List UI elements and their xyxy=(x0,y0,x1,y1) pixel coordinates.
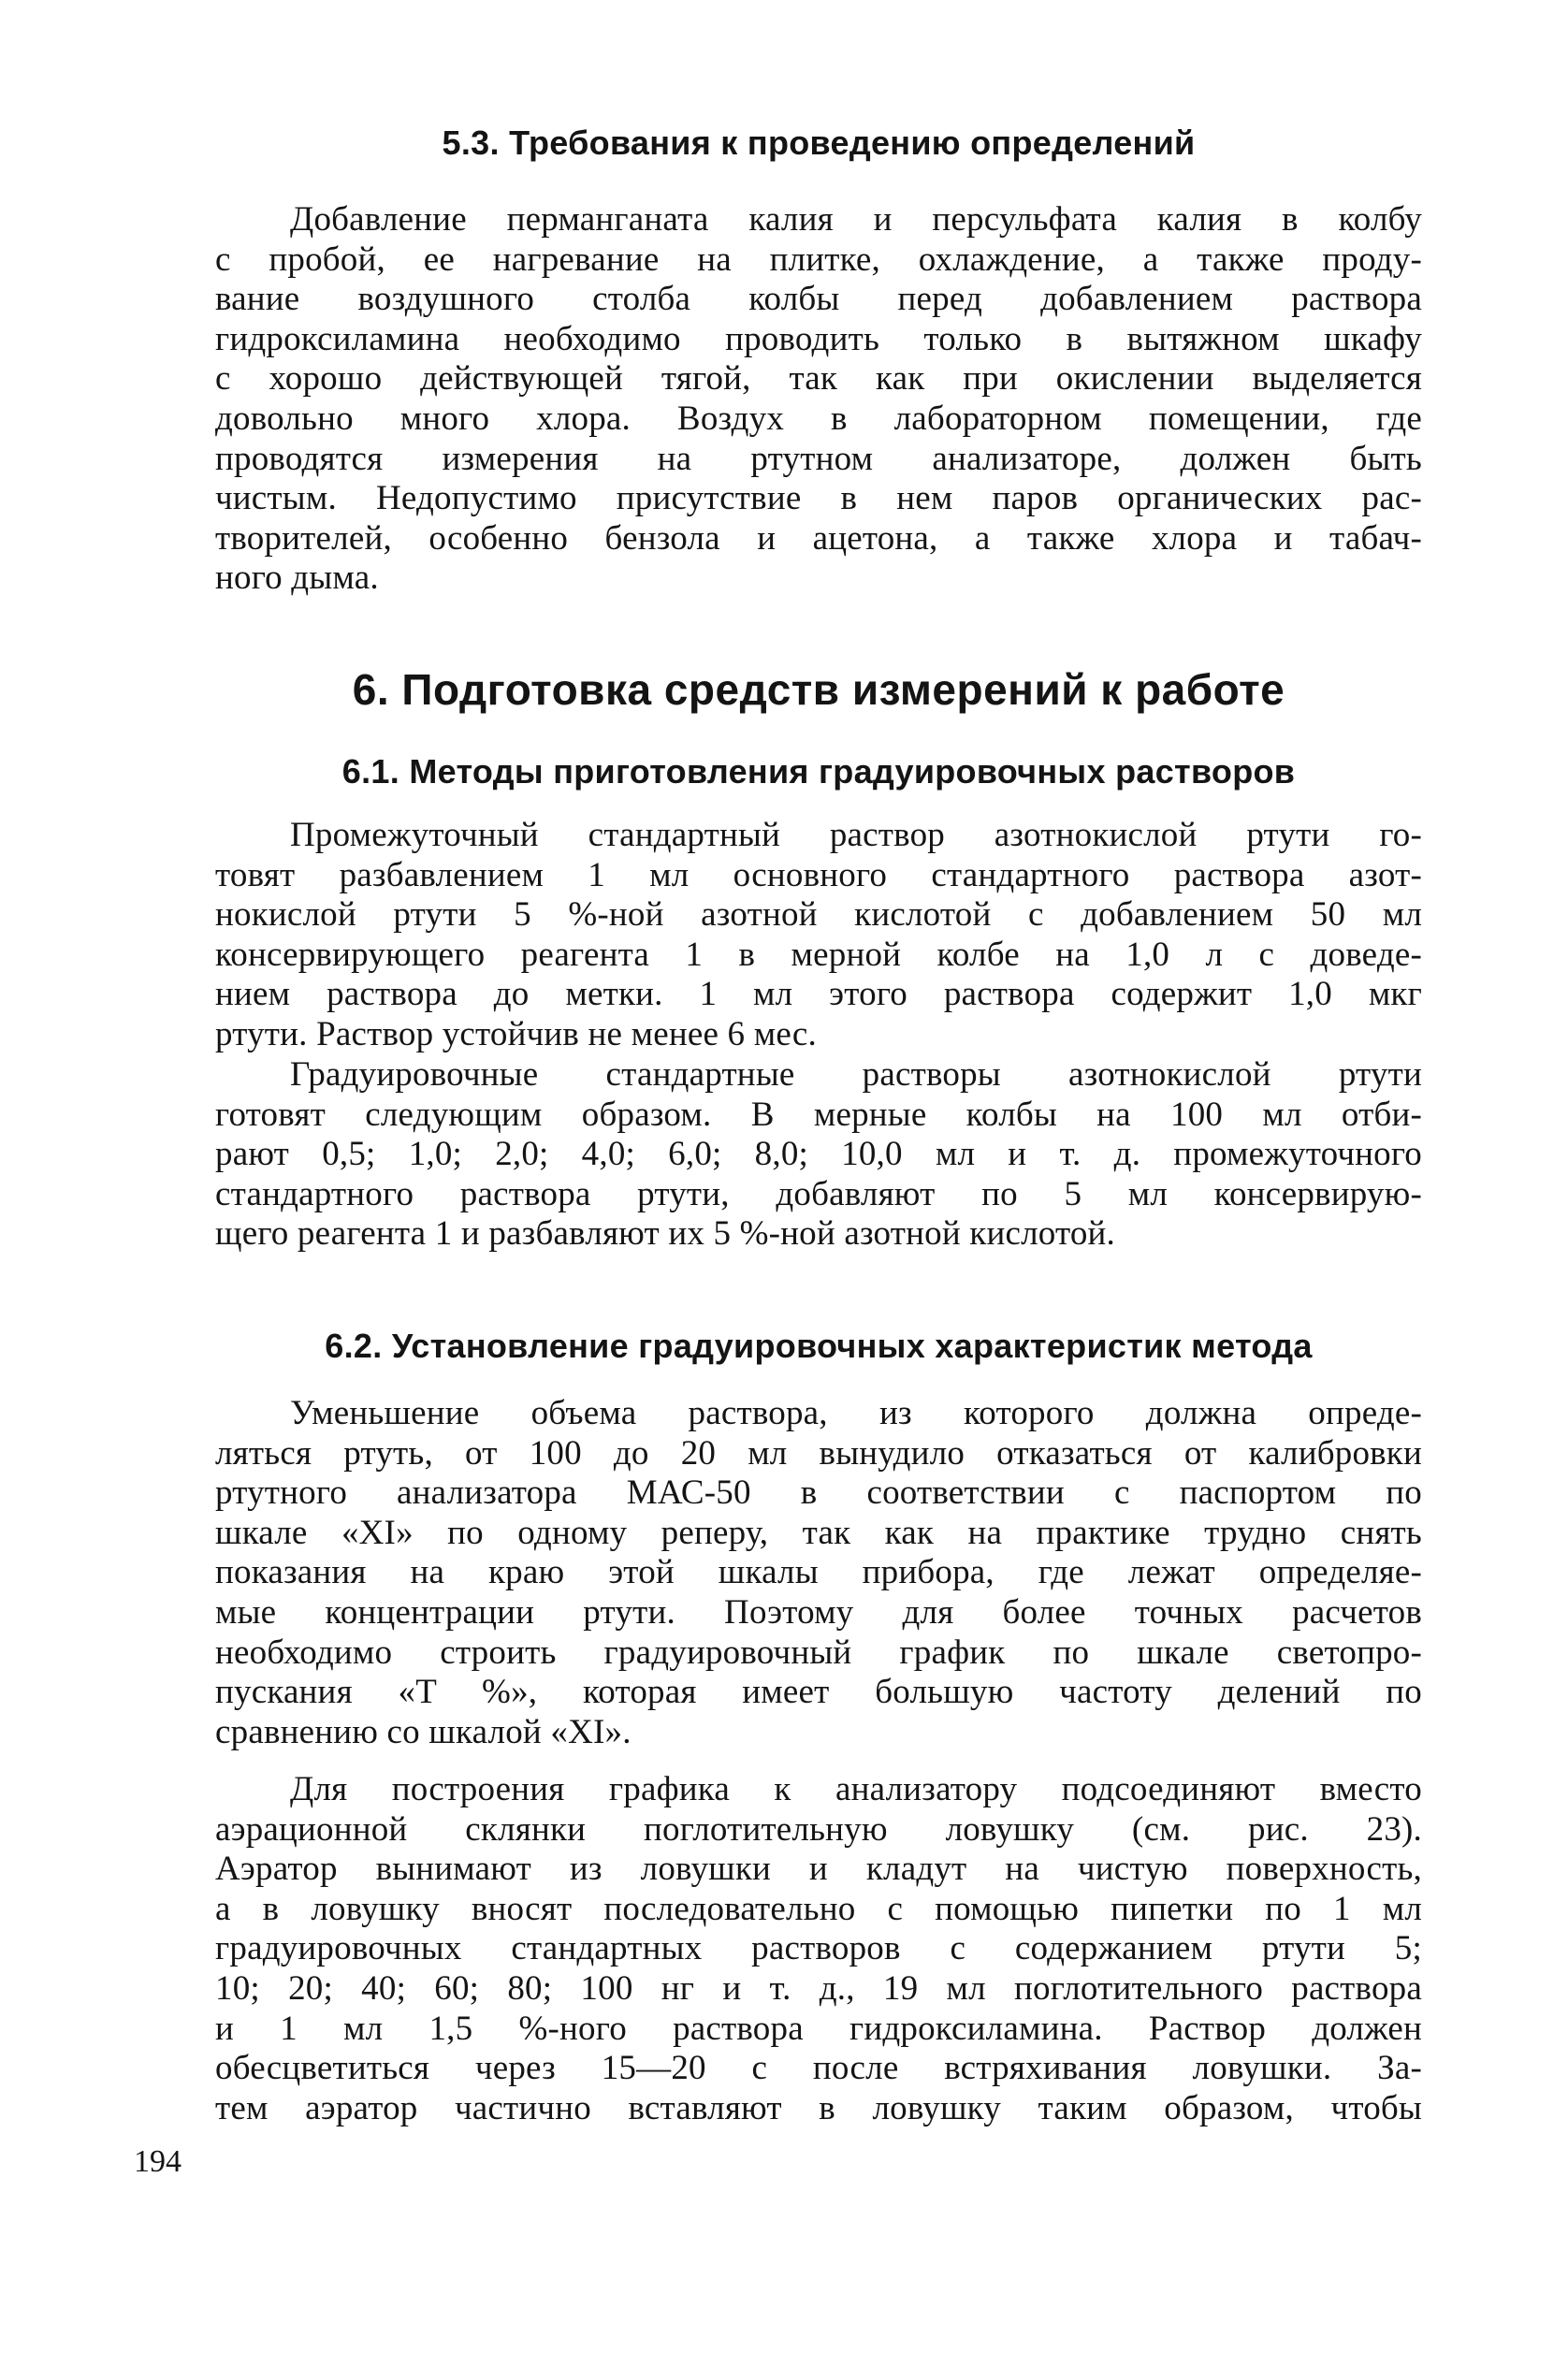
section-6-1-paragraph-1 xyxy=(215,816,1422,1055)
text-line: Уменьшение объема раствора, из которого должна опреде- xyxy=(290,1394,1422,1432)
text-line: гидроксиламина необходимо проводить только в вытяжном шкафу xyxy=(215,319,1422,358)
text-line: стандартного раствора ртути, добавляют по 5 мл консервирую- xyxy=(215,1174,1422,1213)
section-6-2-heading: 6.2. Установление градуировочных характеристик метода xyxy=(325,1327,1313,1365)
text-line: а в ловушку вносят последовательно с помощью пипетки по 1 мл xyxy=(215,1889,1422,1928)
text-line: рают 0,5; 1,0; 2,0; 4,0; 6,0; 8,0; 10,0 мл и т. д. промежуточного xyxy=(215,1135,1422,1174)
text-line: мые концентрации ртути. Поэтому для более точных расчетов xyxy=(215,1592,1422,1632)
text-line: готовят следующим образом. В мерные колбы на 100 мл отби- xyxy=(215,1095,1422,1134)
text-line: сравнению со шкалой «XI». xyxy=(215,1712,632,1751)
text-line: с пробой, ее нагревание на плитке, охлаждение, а также проду- xyxy=(215,240,1422,279)
text-line: проводятся измерения на ртутном анализаторе, должен быть xyxy=(215,439,1422,478)
text-line: показания на краю этой шкалы прибора, где лежат определяе- xyxy=(215,1553,1422,1592)
section-6-2-paragraph-2 xyxy=(215,1770,1422,2128)
text-line: творителей, особенно бензола и ацетона, а также хлора и табач- xyxy=(215,518,1422,558)
text-line: ртутного анализатора МАС-50 в соответствии с паспортом по xyxy=(215,1473,1422,1513)
section-6-heading: 6. Подготовка средств измерений к работе xyxy=(352,665,1285,714)
section-6-1-heading: 6.1. Методы приготовления градуировочных растворов xyxy=(341,752,1296,791)
text-line: с хорошо действующей тягой, так как при окислении выделяется xyxy=(215,359,1422,399)
text-line: шкале «XI» по одному реперу, так как на практике трудно снять xyxy=(215,1513,1422,1552)
text-line: Для построения графика к анализатору подсоединяют вместо xyxy=(290,1770,1422,1808)
text-line: необходимо строить градуировочный график по шкале светопро- xyxy=(215,1633,1422,1672)
text-line: довольно много хлора. Воздух в лабораторном помещении, где xyxy=(215,399,1422,438)
text-line: пускания «T %», которая имеет большую частоту делений по xyxy=(215,1673,1422,1712)
text-line: Аэратор вынимают из ловушки и кладут на чистую поверхность, xyxy=(215,1850,1422,1889)
section-6-2-paragraph-1 xyxy=(215,1394,1422,1752)
text-line: ного дыма. xyxy=(215,559,379,598)
text-line: Добавление перманганата калия и персульфата калия в колбу xyxy=(290,200,1422,239)
text-line: 10; 20; 40; 60; 80; 100 нг и т. д., 19 мл поглотительного раствора xyxy=(215,1968,1422,2008)
text-line: консервирующего реагента 1 в мерной колбе на 1,0 л с доведе- xyxy=(215,935,1422,974)
section-5-3-heading: 5.3. Требования к проведению определений xyxy=(442,123,1196,162)
page-number: 194 xyxy=(134,2144,181,2179)
text-line: ртути. Раствор устойчив не менее 6 мес. xyxy=(215,1014,817,1053)
text-line: Промежуточный стандартный раствор азотнокислой ртути го- xyxy=(290,816,1422,854)
text-line: тем аэратор частично вставляют в ловушку таким образом, чтобы xyxy=(215,2088,1422,2127)
text-line: вание воздушного столба колбы перед добавлением раствора xyxy=(215,280,1422,319)
text-line: ляться ртуть, от 100 до 20 мл вынудило отказаться от калибровки xyxy=(215,1433,1422,1473)
section-6-1-paragraph-2 xyxy=(215,1055,1422,1255)
text-line: чистым. Недопустимо присутствие в нем паров органических рас- xyxy=(215,479,1422,518)
text-line: Градуировочные стандартные растворы азотнокислой ртути xyxy=(290,1055,1422,1094)
text-line: обесцветиться через 15—20 с после встряхивания ловушки. За- xyxy=(215,2049,1422,2088)
text-line: нием раствора до метки. 1 мл этого раствора содержит 1,0 мкг xyxy=(215,975,1422,1014)
text-line: аэрационной склянки поглотительную ловушку (см. рис. 23). xyxy=(215,1809,1422,1849)
text-line: товят разбавлением 1 мл основного стандартного раствора азот- xyxy=(215,855,1422,894)
text-line: и 1 мл 1,5 %-ного раствора гидроксиламина. Раствор должен xyxy=(215,2009,1422,2048)
section-5-3-paragraph xyxy=(215,200,1422,599)
text-line: градуировочных стандартных растворов с содержанием ртути 5; xyxy=(215,1929,1422,1968)
text-line: щего реагента 1 и разбавляют их 5 %-ной азотной кислотой. xyxy=(215,1214,1115,1254)
text-line: нокислой ртути 5 %-ной азотной кислотой с добавлением 50 мл xyxy=(215,895,1422,935)
